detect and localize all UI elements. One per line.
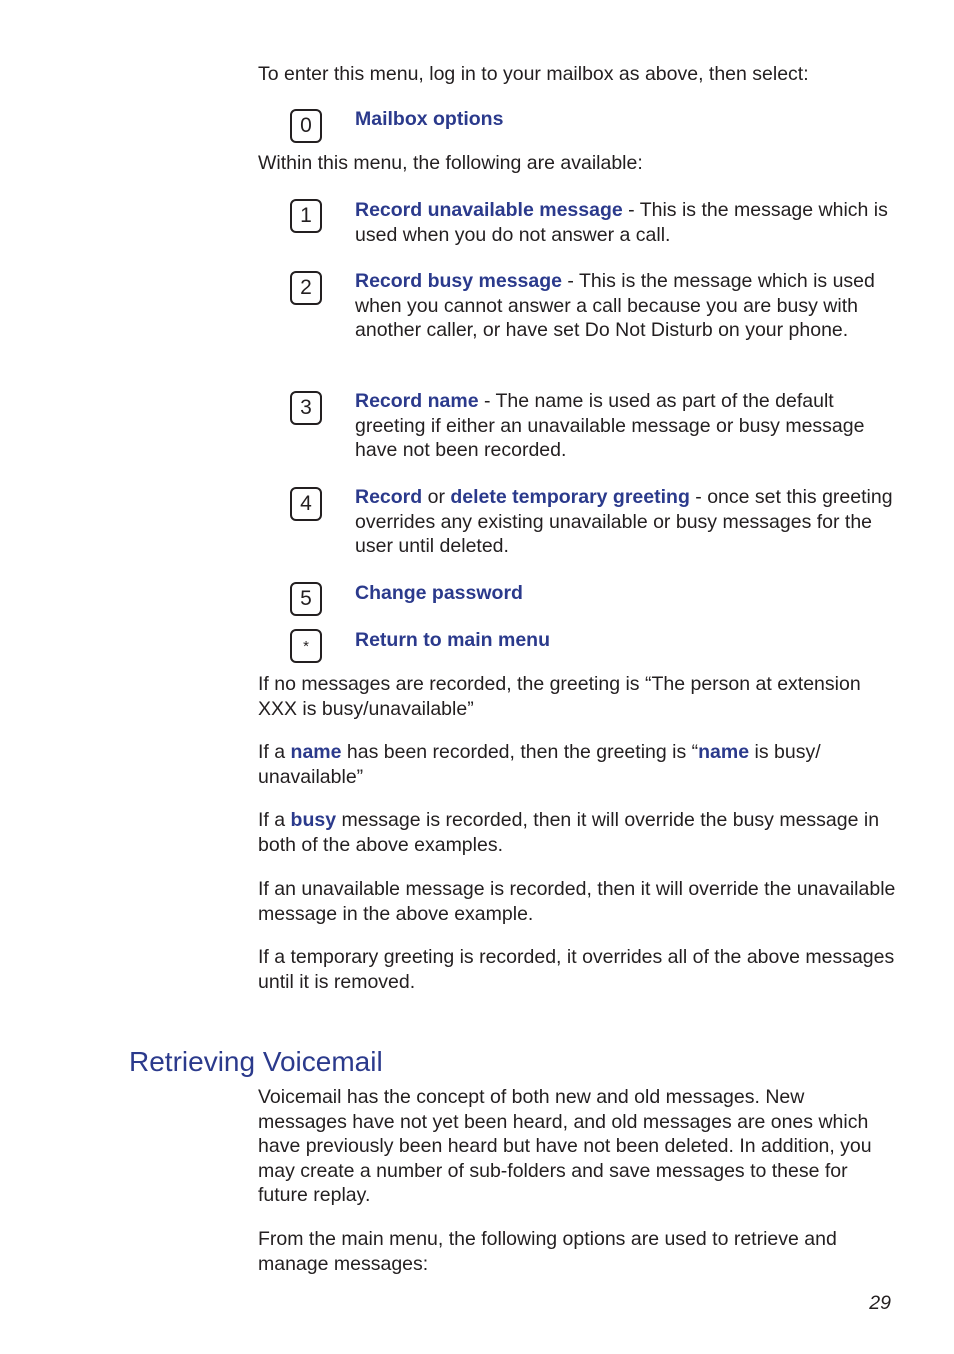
note-temporary-greeting: If a temporary greeting is recorded, it overrides all of the above messages until it is removed.	[258, 946, 895, 993]
emphasis-name: name	[698, 741, 750, 763]
note-no-messages: If no messages are recorded, the greeting is “The person at extension XXX is busy/unavailable”	[258, 673, 861, 720]
option-title: Record unavailable message	[355, 199, 623, 221]
emphasis-name: name	[290, 741, 342, 763]
key-4-icon: 4	[290, 487, 322, 521]
key-star-icon: *	[290, 629, 322, 663]
section-heading: Retrieving Voicemail	[129, 1046, 383, 1077]
option-temporary-greeting	[355, 485, 900, 559]
option-title-2: delete temporary greeting	[450, 486, 690, 508]
section-paragraph-1: Voicemail has the concept of both new and old messages. New messages have not yet been heard, and old messages are ones which have previously been heard but have not been deleted. In addition, you may create a number of sub-folders and save messages to these for future replay.	[258, 1086, 872, 1206]
option-connector: or	[422, 486, 451, 508]
section-paragraph-2: From the main menu, the following options are used to retrieve and manage messages:	[258, 1228, 837, 1275]
option-desc: - This is the message which is used when you do not answer a call.	[355, 199, 888, 246]
option-title: Record	[355, 486, 423, 508]
key-0-icon: 0	[290, 109, 322, 143]
text-segment: message is recorded, then it will override the busy message in both of the above examples.	[258, 809, 880, 856]
option-record-busy	[355, 269, 900, 343]
option-desc: - once set this greeting overrides any existing unavailable or busy messages for the user until deleted.	[355, 486, 893, 557]
option-change-password: Change password	[355, 582, 523, 604]
option-desc: - This is the message which is used when you cannot answer a call because you are busy with another caller, or have set Do Not Disturb on your phone.	[355, 270, 875, 341]
within-menu-text: Within this menu, the following are available:	[258, 152, 643, 174]
option-desc: - The name is used as part of the default greeting if either an unavailable message or busy message have not been recorded.	[355, 390, 865, 461]
option-record-name	[355, 389, 900, 463]
note-name-greeting	[258, 740, 898, 789]
text-segment: If a	[258, 741, 291, 763]
text-segment: has been recorded, then the greeting is “	[341, 741, 699, 763]
text-segment: is busy/ unavailable”	[258, 741, 821, 788]
mailbox-options-title: Mailbox options	[355, 108, 504, 130]
key-5-icon: 5	[290, 582, 322, 616]
key-1-icon: 1	[290, 199, 322, 233]
intro-text: To enter this menu, log in to your mailbox as above, then select:	[258, 63, 809, 85]
option-record-unavailable	[355, 198, 900, 247]
option-return-main-menu: Return to main menu	[355, 629, 551, 651]
emphasis-busy: busy	[290, 809, 337, 831]
key-2-icon: 2	[290, 271, 322, 305]
note-busy-override	[258, 808, 898, 857]
option-title: Record busy message	[355, 270, 563, 292]
key-3-icon: 3	[290, 391, 322, 425]
text-segment: If a	[258, 809, 291, 831]
note-unavailable-override: If an unavailable message is recorded, then it will override the unavailable message in the above example.	[258, 878, 896, 925]
page-number: 29	[869, 1292, 891, 1314]
option-title: Record name	[355, 390, 479, 412]
